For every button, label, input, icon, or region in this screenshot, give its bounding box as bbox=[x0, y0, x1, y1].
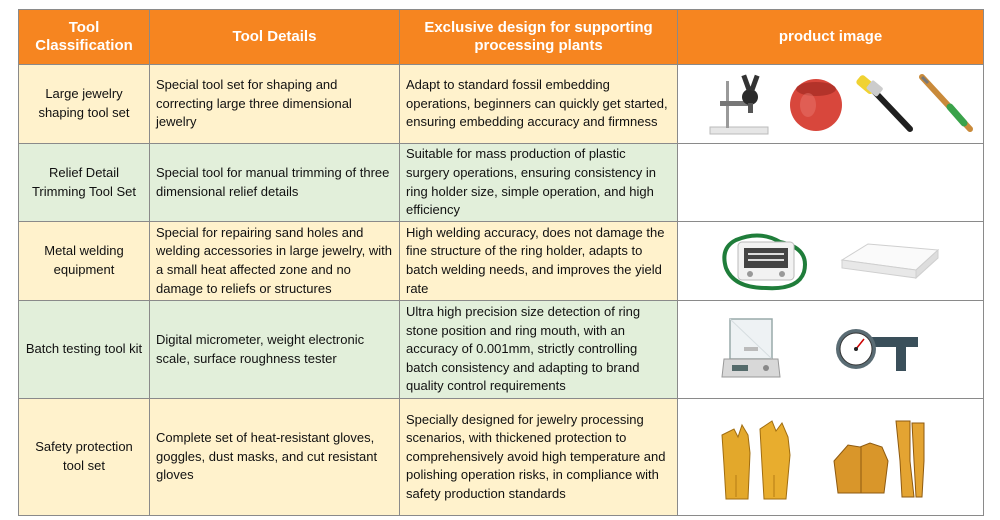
header-exclusive-design: Exclusive design for supporting processing plants bbox=[400, 10, 678, 65]
table-row bbox=[19, 301, 984, 399]
design-cell: Ultra high precision size detection of ring stone position and ring mouth, with an accuracy of 0.001mm, strictly controlling batch consistency and adapting to brand quality control requirements bbox=[400, 301, 678, 399]
table-row bbox=[19, 399, 984, 516]
electronic-scale-icon bbox=[720, 315, 782, 383]
header-tool-details: Tool Details bbox=[150, 10, 400, 65]
product-image-cell bbox=[678, 222, 984, 301]
thickness-gauge-icon bbox=[830, 319, 926, 379]
header-row bbox=[19, 10, 984, 65]
details-cell: Complete set of heat-resistant gloves, goggles, dust masks, and cut resistant gloves bbox=[150, 399, 400, 516]
classification-cell: Safety protection tool set bbox=[19, 399, 150, 516]
classification-cell: Large jewelry shaping tool set bbox=[19, 65, 150, 144]
product-image-cell bbox=[678, 399, 984, 516]
table-row bbox=[19, 65, 984, 144]
red-bowl-icon bbox=[788, 75, 844, 133]
classification-cell: Batch testing tool kit bbox=[19, 301, 150, 399]
classification-cell: Metal welding equipment bbox=[19, 222, 150, 301]
leather-gloves-icon bbox=[716, 415, 800, 503]
header-product-image: product image bbox=[678, 10, 984, 65]
tool-table bbox=[18, 9, 984, 516]
details-cell: Digital micrometer, weight electronic scale, surface roughness tester bbox=[150, 301, 400, 399]
protective-suit-icon bbox=[830, 417, 928, 503]
header-tool-classification: Tool Classification bbox=[19, 10, 150, 65]
details-cell: Special tool set for shaping and correcting large three dimensional jewelry bbox=[150, 65, 400, 144]
microscope-icon bbox=[706, 71, 776, 137]
details-cell: Special tool for manual trimming of three dimensional relief details bbox=[150, 144, 400, 222]
design-cell: Suitable for mass production of plastic surgery operations, ensuring consistency in ring holder size, simple operation, and high efficiency bbox=[400, 144, 678, 222]
design-cell: Adapt to standard fossil embedding operations, beginners can quickly get started, ensuring embedding accuracy and firmness bbox=[400, 65, 678, 144]
table-row bbox=[19, 222, 984, 301]
table-row bbox=[19, 144, 984, 222]
white-plate-icon bbox=[838, 240, 942, 288]
product-image-cell bbox=[678, 65, 984, 144]
welding-machine-icon bbox=[720, 228, 812, 294]
classification-cell: Relief Detail Trimming Tool Set bbox=[19, 144, 150, 222]
details-cell: Special for repairing sand holes and welding accessories in large jewelry, with a small heat affected zone and no damage to reliefs or structures bbox=[150, 222, 400, 301]
product-image-cell bbox=[678, 144, 984, 222]
design-cell: High welding accuracy, does not damage the fine structure of the ring holder, adapts to batch welding needs, and improves the yield rate bbox=[400, 222, 678, 301]
wooden-tool-icon bbox=[916, 73, 976, 135]
product-image-cell bbox=[678, 301, 984, 399]
hammer-icon bbox=[854, 73, 918, 135]
design-cell: Specially designed for jewelry processing scenarios, with thickened protection to comprehensively avoid high temperature and polishing operation risks, in compliance with safety production standards bbox=[400, 399, 678, 516]
